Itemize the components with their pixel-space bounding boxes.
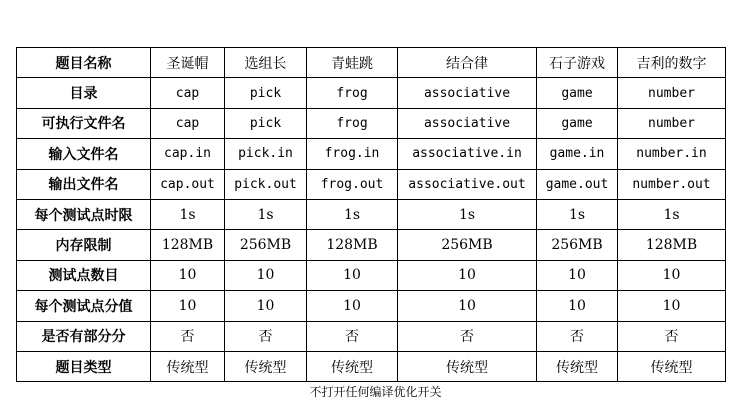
table-cell: 10 [398, 260, 537, 290]
table-cell: frog [307, 78, 398, 108]
table-cell: 256MB [398, 230, 537, 260]
table-row [17, 321, 726, 351]
table-cell: pick [225, 78, 307, 108]
row-label: 可执行文件名 [17, 108, 151, 138]
table-cell: 1s [398, 199, 537, 229]
row-label: 输入文件名 [17, 139, 151, 169]
table-cell: cap [151, 108, 225, 138]
table-cell: frog.out [307, 169, 398, 199]
table-cell: cap.out [151, 169, 225, 199]
table-cell: 1s [225, 199, 307, 229]
table-cell: 1s [151, 199, 225, 229]
row-label: 每个测试点分值 [17, 291, 151, 321]
table-cell: 10 [151, 291, 225, 321]
table-cell: 10 [618, 260, 726, 290]
table-cell: 传统型 [618, 351, 726, 381]
table-cell: 10 [398, 291, 537, 321]
table-cell: game [537, 108, 618, 138]
table-cell: number.out [618, 169, 726, 199]
row-label: 输出文件名 [17, 169, 151, 199]
table-cell: 石子游戏 [537, 48, 618, 78]
table-cell: 10 [307, 291, 398, 321]
table-cell: frog.in [307, 139, 398, 169]
table-cell: 128MB [618, 230, 726, 260]
table-cell: 否 [398, 321, 537, 351]
table-cell: associative [398, 78, 537, 108]
table-row [17, 48, 726, 78]
table-cell: 1s [618, 199, 726, 229]
table-cell: 否 [151, 321, 225, 351]
table-cell: 青蛙跳 [307, 48, 398, 78]
table-cell: 圣诞帽 [151, 48, 225, 78]
table-row [17, 199, 726, 229]
table-cell: associative.in [398, 139, 537, 169]
table-cell: 传统型 [307, 351, 398, 381]
table-cell: associative.out [398, 169, 537, 199]
table-row [17, 351, 726, 381]
table-cell: 结合律 [398, 48, 537, 78]
table-cell: 传统型 [151, 351, 225, 381]
row-label: 测试点数目 [17, 260, 151, 290]
row-label: 内存限制 [17, 230, 151, 260]
table-row [17, 108, 726, 138]
table-row [17, 291, 726, 321]
table-cell: 10 [225, 260, 307, 290]
row-label: 题目名称 [17, 48, 151, 78]
table-cell: 10 [618, 291, 726, 321]
table-cell: pick.in [225, 139, 307, 169]
table-cell: 10 [537, 291, 618, 321]
table-cell: 传统型 [398, 351, 537, 381]
table-row [17, 260, 726, 290]
table-cell: number.in [618, 139, 726, 169]
row-label: 是否有部分分 [17, 321, 151, 351]
table-cell: 否 [537, 321, 618, 351]
table-cell: number [618, 108, 726, 138]
table-cell: 10 [307, 260, 398, 290]
table-cell: game [537, 78, 618, 108]
table-cell: 选组长 [225, 48, 307, 78]
table-cell: number [618, 78, 726, 108]
table-cell: 128MB [307, 230, 398, 260]
row-label: 每个测试点时限 [17, 199, 151, 229]
table-cell: 否 [618, 321, 726, 351]
table-cell: 10 [151, 260, 225, 290]
problem-info-table [16, 47, 726, 382]
table-caption: 不打开任何编译优化开关 [309, 385, 442, 399]
table-cell: 否 [307, 321, 398, 351]
table-row [17, 230, 726, 260]
table-cell: cap.in [151, 139, 225, 169]
table-cell: 否 [225, 321, 307, 351]
table-cell: 1s [537, 199, 618, 229]
row-label: 目录 [17, 78, 151, 108]
table-cell: pick [225, 108, 307, 138]
table-row [17, 139, 726, 169]
table-cell: 10 [537, 260, 618, 290]
table-cell: cap [151, 78, 225, 108]
table-cell: game.in [537, 139, 618, 169]
table-cell: 256MB [225, 230, 307, 260]
table-cell: game.out [537, 169, 618, 199]
table-cell: frog [307, 108, 398, 138]
table-cell: 10 [225, 291, 307, 321]
row-label: 题目类型 [17, 351, 151, 381]
table-row [17, 78, 726, 108]
table-cell: 1s [307, 199, 398, 229]
table-cell: 256MB [537, 230, 618, 260]
table-cell: 128MB [151, 230, 225, 260]
table-cell: pick.out [225, 169, 307, 199]
table-cell: associative [398, 108, 537, 138]
table-cell: 吉利的数字 [618, 48, 726, 78]
table-cell: 传统型 [537, 351, 618, 381]
table-cell: 传统型 [225, 351, 307, 381]
table-row [17, 169, 726, 199]
